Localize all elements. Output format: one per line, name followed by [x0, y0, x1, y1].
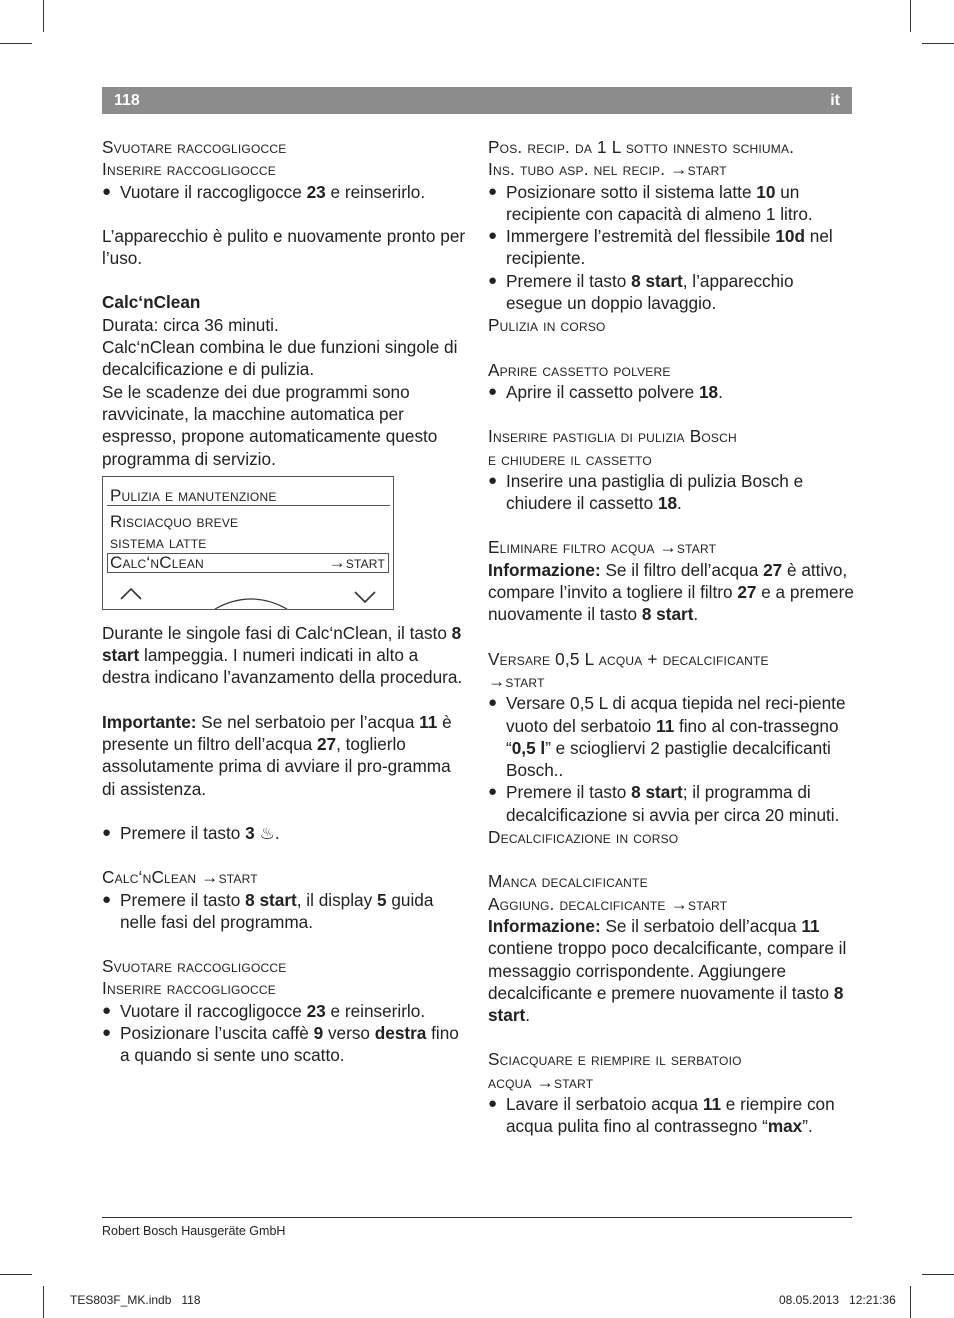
- crop-mark: [43, 1286, 44, 1318]
- paragraph: Durante le singole fasi di Calc‘nClean, il tasto 8 start lampeggia. I numeri indicati in alto a destra indicano l’avanzamento della procedura.: [102, 622, 463, 688]
- crop-mark: [910, 0, 911, 32]
- display-divider: [107, 505, 390, 506]
- bullet-item: ● Vuotare il raccogligocce 23 e reinserirlo.: [102, 181, 468, 203]
- crop-mark: [922, 43, 954, 44]
- selector-arc: [215, 599, 287, 609]
- page-number: 118: [114, 92, 140, 109]
- footer-company: Robert Bosch Hausgeräte GmbH: [102, 1224, 286, 1238]
- section-title: Eliminare filtro acqua →start: [488, 537, 717, 558]
- calcnclean-heading: Calc‘nClean: [102, 292, 201, 313]
- bullet-item: ● Premere il tasto 8 start, l’apparecchio esegue un doppio lavaggio.: [488, 270, 854, 315]
- bullet-item: ● Posizionare sotto il sistema latte 10 un recipiente con capacità di almeno 1 litro.: [488, 181, 854, 226]
- print-slug-date: 08.05.2013 12:21:36: [779, 1293, 896, 1307]
- display-line: sistema latte: [110, 532, 207, 552]
- crop-mark: [0, 1274, 32, 1275]
- crop-mark: [0, 43, 32, 44]
- bullet-item: ● Immergere l’estremità del flessibile 10d nel recipiente.: [488, 225, 854, 270]
- bullet-item: ● Premere il tasto 8 start; il programma di decalcificazione si avvia per circa 20 minuti.: [488, 781, 854, 826]
- section-title: Calc‘nClean →start: [102, 867, 258, 888]
- important-note: Importante: Se nel serbatoio per l’acqua 11 è presente un filtro dell’acqua 27, toglierlo assolutamente prima di avviare il pro-gramma di assistenza.: [102, 711, 452, 799]
- info-note: Informazione: Se il serbatoio dell’acqua 11 contiene troppo poco decalcificante, compare il messaggio corrispondente. Aggiungere decalcificante e premere nuovamente il tasto 8 start.: [488, 915, 847, 1026]
- crop-mark: [922, 1274, 954, 1275]
- section-title: Inserire raccogligocce: [102, 159, 276, 180]
- bullet-item: ● Lavare il serbatoio acqua 11 e riempire con acqua pulita fino al contrassegno “max”.: [488, 1093, 854, 1138]
- section-title: Aggiung. decalcificante →start: [488, 893, 728, 914]
- status-message: Decalcificazione in corso: [488, 827, 679, 848]
- bullet-item: ● Inserire una pastiglia di pulizia Bosch e chiudere il cassetto 18.: [488, 470, 854, 515]
- section-title: →start: [488, 670, 545, 691]
- section-title: Versare 0,5 L acqua + decalcificante: [488, 648, 769, 669]
- paragraph: Durata: circa 36 minuti.: [102, 314, 279, 335]
- section-title: Svuotare raccogligocce: [102, 137, 287, 157]
- bullet-item: ● Premere il tasto 3 ♨.: [102, 822, 468, 844]
- section-title: Inserire raccogligocce: [102, 978, 276, 999]
- bullet-item: ● Aprire il cassetto polvere 18.: [488, 381, 854, 403]
- machine-display: [102, 476, 394, 610]
- display-controls: [103, 571, 393, 609]
- display-selected-item: Calc‘nClean →start: [107, 553, 389, 573]
- info-note: Informazione: Se il filtro dell’acqua 27 è attivo, compare l’invito a togliere il filtro 27 e a premere nuovamente il tasto 8 start.: [488, 559, 854, 625]
- display-line: Risciacquo breve: [110, 511, 239, 531]
- section-title: Pos. recip. da 1 L sotto innesto schiuma.: [488, 137, 795, 157]
- section-title: Aprire cassetto polvere: [488, 359, 671, 380]
- language-code: it: [830, 92, 840, 109]
- paragraph: Calc‘nClean combina le due funzioni singole di decalcificazione e di pulizia.: [102, 337, 458, 380]
- section-title: Sciacquare e riempire il serbatoio: [488, 1049, 742, 1070]
- section-title: Inserire pastiglia di pulizia Bosch: [488, 426, 737, 447]
- left-column: [102, 136, 468, 1067]
- display-line: Pulizia e manutenzione: [110, 485, 277, 505]
- footer-divider: [102, 1217, 852, 1218]
- chevron-down-icon: [355, 592, 375, 602]
- right-column: [488, 136, 854, 1138]
- status-message: Pulizia in corso: [488, 315, 606, 336]
- print-slug-file: TES803F_MK.indb 118: [70, 1293, 201, 1307]
- section-title: acqua →start: [488, 1071, 594, 1092]
- crop-mark: [43, 0, 44, 32]
- header-bar: [102, 87, 852, 114]
- steam-icon: ♨: [259, 822, 275, 843]
- section-title: Ins. tubo asp. nel recip. →start: [488, 159, 727, 180]
- crop-mark: [910, 1286, 911, 1318]
- bullet-item: ● Posizionare l’uscita caffè 9 verso destra fino a quando si sente uno scatto.: [102, 1022, 468, 1067]
- bullet-item: ● Vuotare il raccogligocce 23 e reinserirlo.: [102, 1000, 468, 1022]
- chevron-up-icon: [121, 589, 141, 599]
- section-title: Svuotare raccogligocce: [102, 956, 287, 977]
- bullet-item: ● Premere il tasto 8 start, il display 5 guida nelle fasi del programma.: [102, 889, 468, 934]
- section-title: e chiudere il cassetto: [488, 448, 652, 469]
- section-title: Manca decalcificante: [488, 871, 648, 892]
- bullet-item: ● Versare 0,5 L di acqua tiepida nel reci-piente vuoto del serbatoio 11 fino al con-trassegno “0,5 l” e sciogliervi 2 pastiglie decalcificanti Bosch..: [488, 692, 854, 781]
- paragraph: Se le scadenze dei due programmi sono ravvicinate, la macchine automatica per espresso, propone automaticamente questo programma di servizio.: [102, 381, 438, 469]
- paragraph: L’apparecchio è pulito e nuovamente pronto per l’uso.: [102, 225, 466, 269]
